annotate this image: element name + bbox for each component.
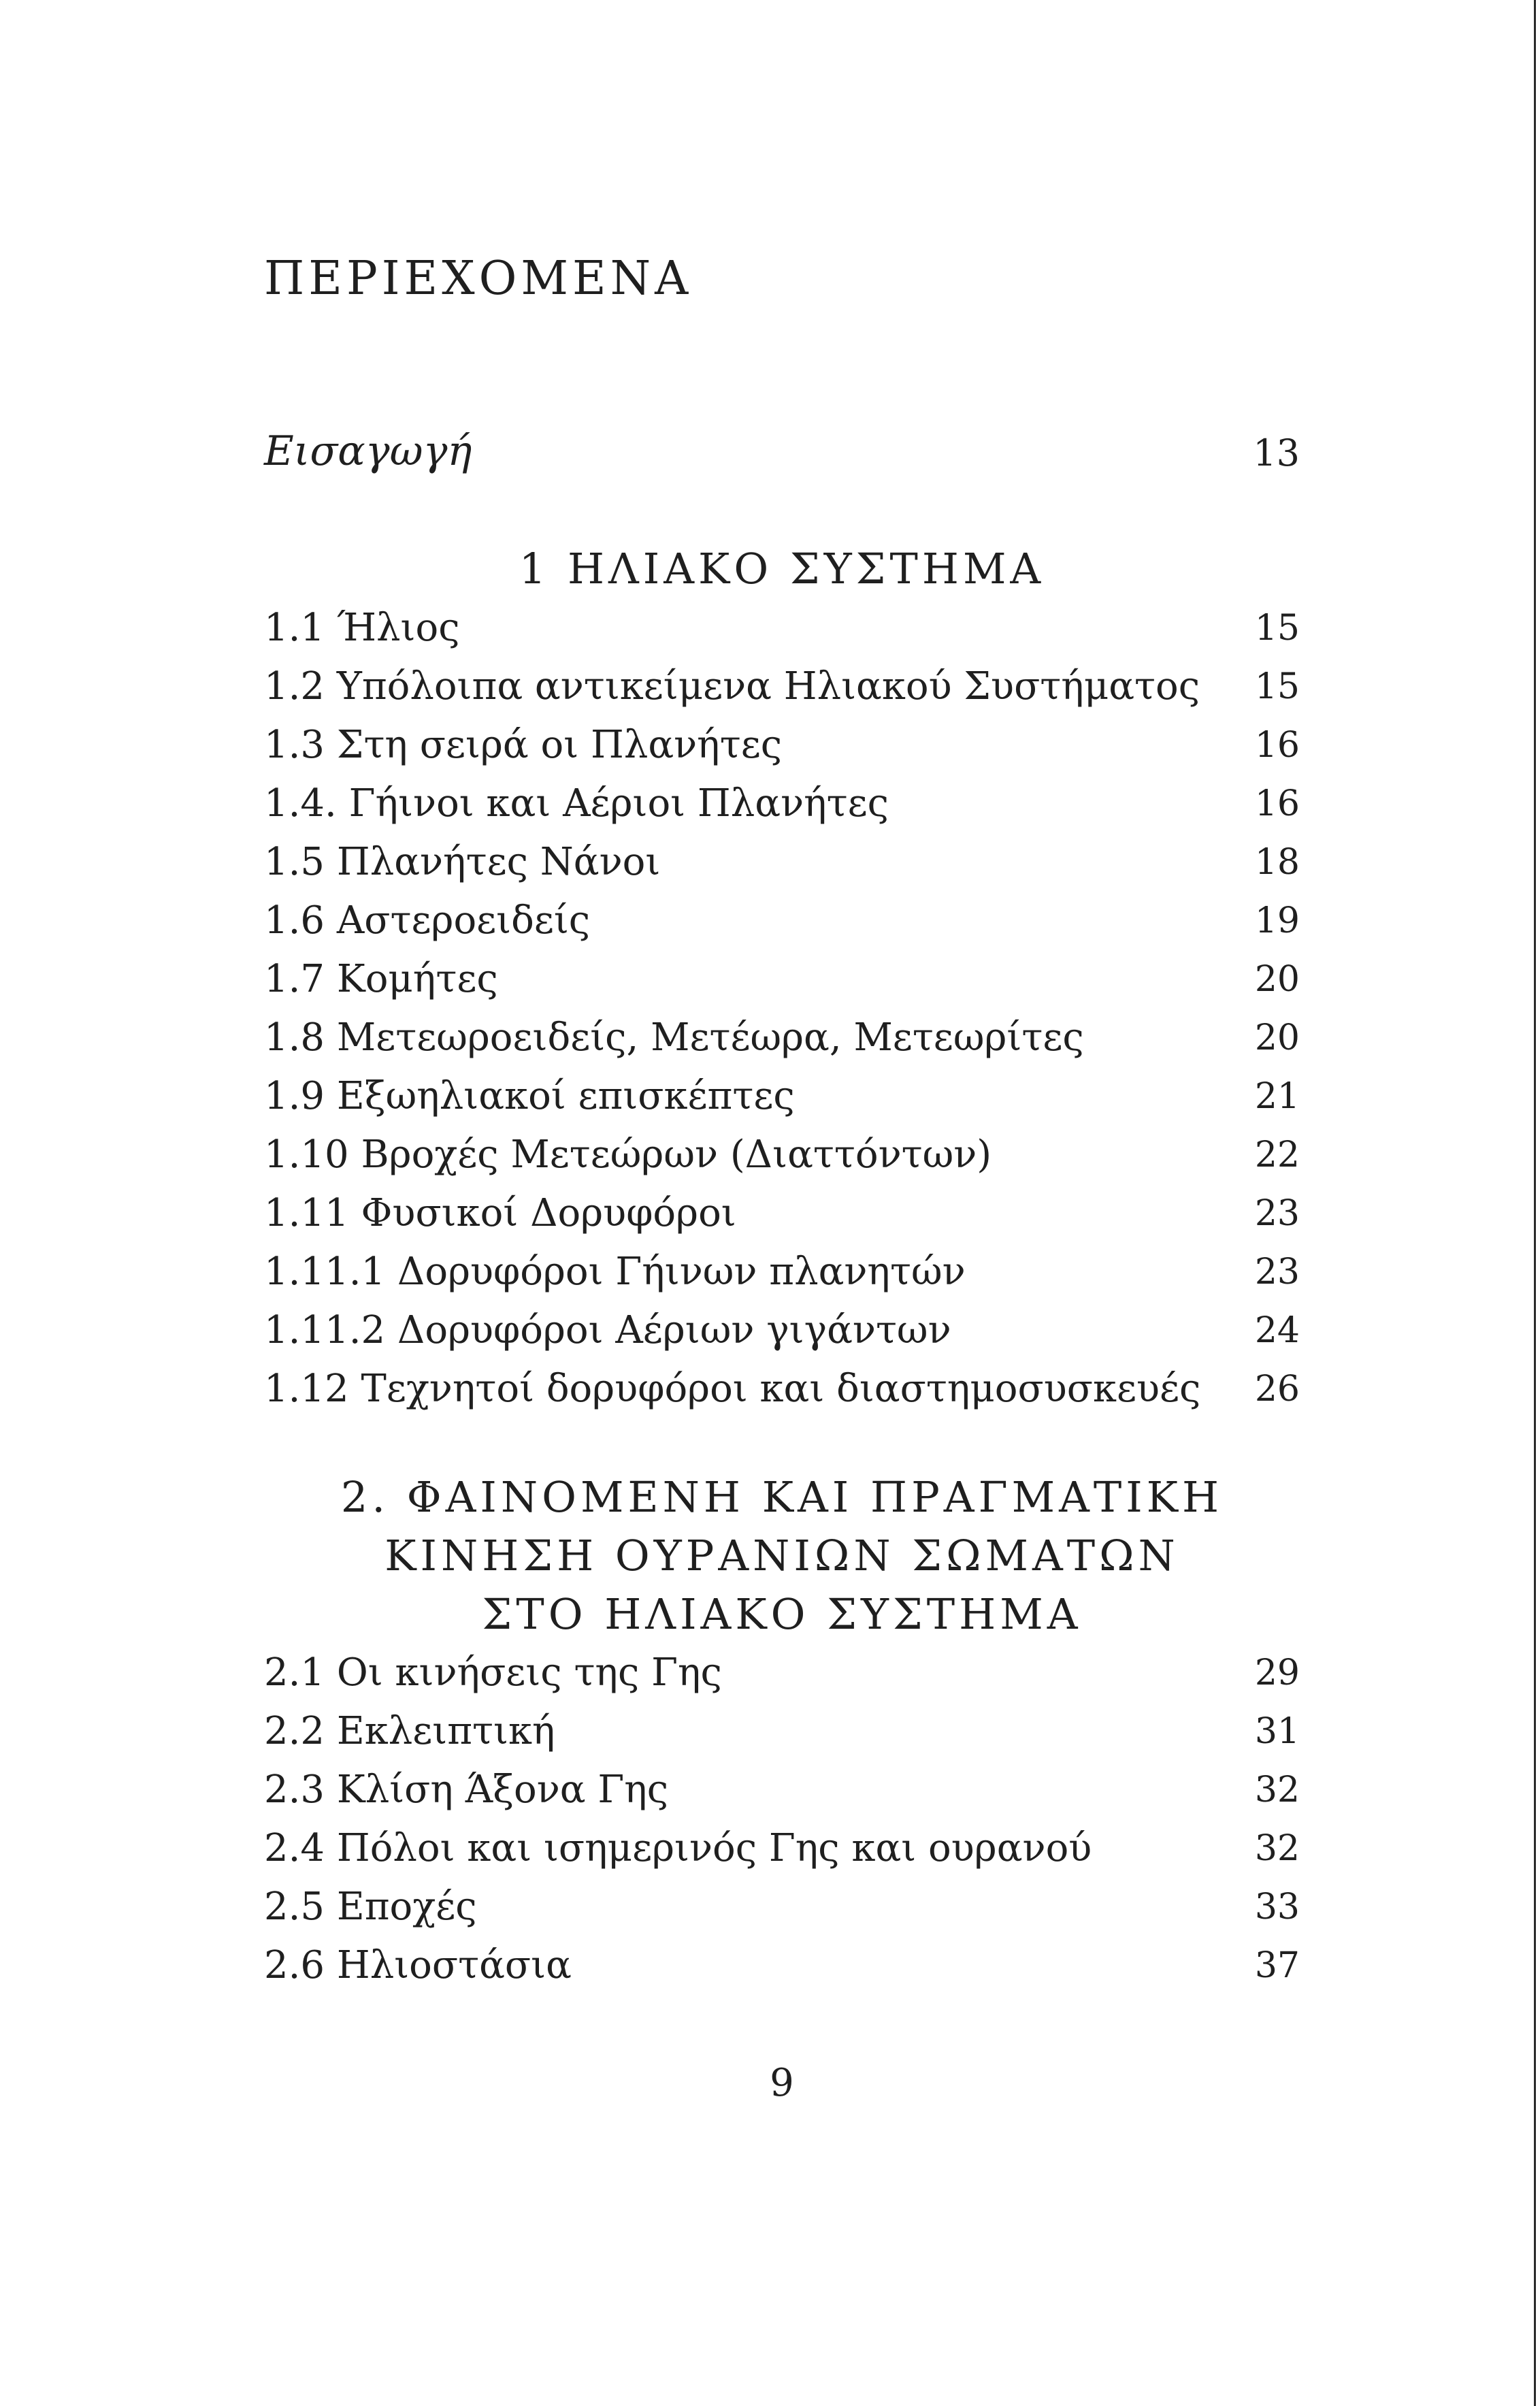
- toc-entry-label: 1.1 Ήλιος: [264, 606, 460, 650]
- toc-entry-label: 1.9 Εξωηλιακοί επισκέπτες: [264, 1074, 795, 1118]
- toc-entry-page: 32: [1254, 1828, 1300, 1869]
- toc-entry-label: Εισαγωγή: [264, 427, 472, 475]
- toc-entry-page: 33: [1254, 1887, 1300, 1928]
- toc-entry-label: 2.1 Οι κινήσεις της Γης: [264, 1651, 722, 1695]
- toc-entry: [264, 892, 1300, 950]
- toc-entry-label: 1.3 Στη σειρά οι Πλανήτες: [264, 723, 783, 767]
- toc-entry: [264, 1878, 1300, 1936]
- toc-entry-label: 2.4 Πόλοι και ισημερινός Γης και ουρανού: [264, 1826, 1092, 1870]
- toc-entry-label: 1.11 Φυσικοί Δορυφόροι: [264, 1191, 736, 1235]
- toc-entry: [264, 657, 1300, 716]
- toc-entry-label: 2.2 Εκλειπτική: [264, 1709, 555, 1753]
- toc-entry: [264, 1067, 1300, 1126]
- section-heading-line: ΚΙΝΗΣΗ ΟΥΡΑΝΙΩΝ ΣΩΜΑΤΩΝ: [384, 1531, 1179, 1580]
- toc-entry-label: 2.5 Εποχές: [264, 1885, 477, 1929]
- toc-entry-page: 37: [1254, 1945, 1300, 1986]
- toc-page: [264, 0, 1300, 2406]
- toc-entry-label: 2.6 Ηλιοστάσια: [264, 1943, 572, 1987]
- toc-entry-page: 29: [1254, 1653, 1300, 1693]
- toc-entry-page: 20: [1254, 959, 1300, 1000]
- toc-entry-page: 19: [1254, 900, 1300, 941]
- toc-entry-label: 1.4. Γήινοι και Αέριοι Πλανήτες: [264, 781, 889, 826]
- toc-entry-page: 26: [1254, 1369, 1300, 1410]
- toc-entry: [264, 1702, 1300, 1761]
- toc-entry: [264, 1184, 1300, 1243]
- page-number: 9: [770, 2061, 794, 2105]
- toc-entry-label: 1.11.2 Δορυφόροι Αέριων γιγάντων: [264, 1308, 951, 1352]
- toc-entry: [264, 1644, 1300, 1702]
- toc-entry-page: 32: [1254, 1770, 1300, 1810]
- toc-entry: [264, 1360, 1300, 1418]
- toc-entry-page: 16: [1254, 725, 1300, 766]
- toc-entry: [264, 775, 1300, 833]
- toc-entry-page: 24: [1254, 1310, 1300, 1351]
- toc-entry-page: 16: [1254, 783, 1300, 824]
- section-heading-1: [264, 540, 1300, 598]
- toc-entry-page: 15: [1254, 608, 1300, 649]
- toc-entry-page: 31: [1254, 1711, 1300, 1752]
- toc-entry: [264, 950, 1300, 1009]
- toc-entry: [264, 716, 1300, 775]
- toc-entry: [264, 1761, 1300, 1819]
- toc-entry: [264, 833, 1300, 892]
- toc-entry: [264, 1819, 1300, 1878]
- toc-entry-page: 13: [1253, 432, 1300, 474]
- toc-title: ΠΕΡΙΕΧΟΜΕΝΑ: [264, 252, 693, 306]
- toc-entry-page: 18: [1254, 842, 1300, 883]
- section-2-entries: [264, 1644, 1300, 1995]
- toc-entry-label: 1.6 Αστεροειδείς: [264, 898, 591, 943]
- toc-entry-label: 1.11.1 Δορυφόροι Γήινων πλανητών: [264, 1250, 966, 1294]
- toc-entry-label: 1.12 Τεχνητοί δορυφόροι και διαστημοσυσκευές: [264, 1367, 1201, 1411]
- toc-entry-label: 1.2 Υπόλοιπα αντικείμενα Ηλιακού Συστήματος: [264, 664, 1200, 709]
- toc-entry: [264, 1009, 1300, 1067]
- toc-entry: [264, 1936, 1300, 1995]
- toc-entry-label: 1.8 Μετεωροειδείς, Μετέωρα, Μετεωρίτες: [264, 1015, 1084, 1060]
- page-edge-line: [1534, 0, 1536, 2406]
- toc-entry-page: 15: [1254, 666, 1300, 707]
- section-heading-2: [264, 1468, 1300, 1644]
- toc-entry: [264, 1126, 1300, 1184]
- toc-entry-label: 1.5 Πλανήτες Νάνοι: [264, 840, 661, 884]
- toc-entry: [264, 1301, 1300, 1360]
- section-heading-line: 2. ΦΑΙΝΟΜΕΝΗ ΚΑΙ ΠΡΑΓΜΑΤΙΚΗ: [340, 1472, 1224, 1522]
- section-heading-line: 1 ΗΛΙΑΚΟ ΣΥΣΤΗΜΑ: [519, 544, 1045, 594]
- toc-entry-page: 22: [1254, 1135, 1300, 1175]
- toc-entry-introduction: [264, 427, 1300, 482]
- section-heading-line: ΣΤΟ ΗΛΙΑΚΟ ΣΥΣΤΗΜΑ: [482, 1589, 1082, 1639]
- toc-entry: [264, 599, 1300, 657]
- section-1-entries: [264, 599, 1300, 1418]
- toc-entry: [264, 1243, 1300, 1301]
- toc-entry-label: 1.7 Κομήτες: [264, 957, 498, 1001]
- toc-entry-page: 21: [1254, 1076, 1300, 1117]
- toc-entry-label: 2.3 Κλίση Άξονα Γης: [264, 1768, 669, 1812]
- toc-entry-label: 1.10 Βροχές Μετεώρων (Διαττόντων): [264, 1133, 992, 1177]
- toc-entry-page: 23: [1254, 1193, 1300, 1234]
- toc-entry-page: 23: [1254, 1252, 1300, 1293]
- toc-entry-page: 20: [1254, 1018, 1300, 1058]
